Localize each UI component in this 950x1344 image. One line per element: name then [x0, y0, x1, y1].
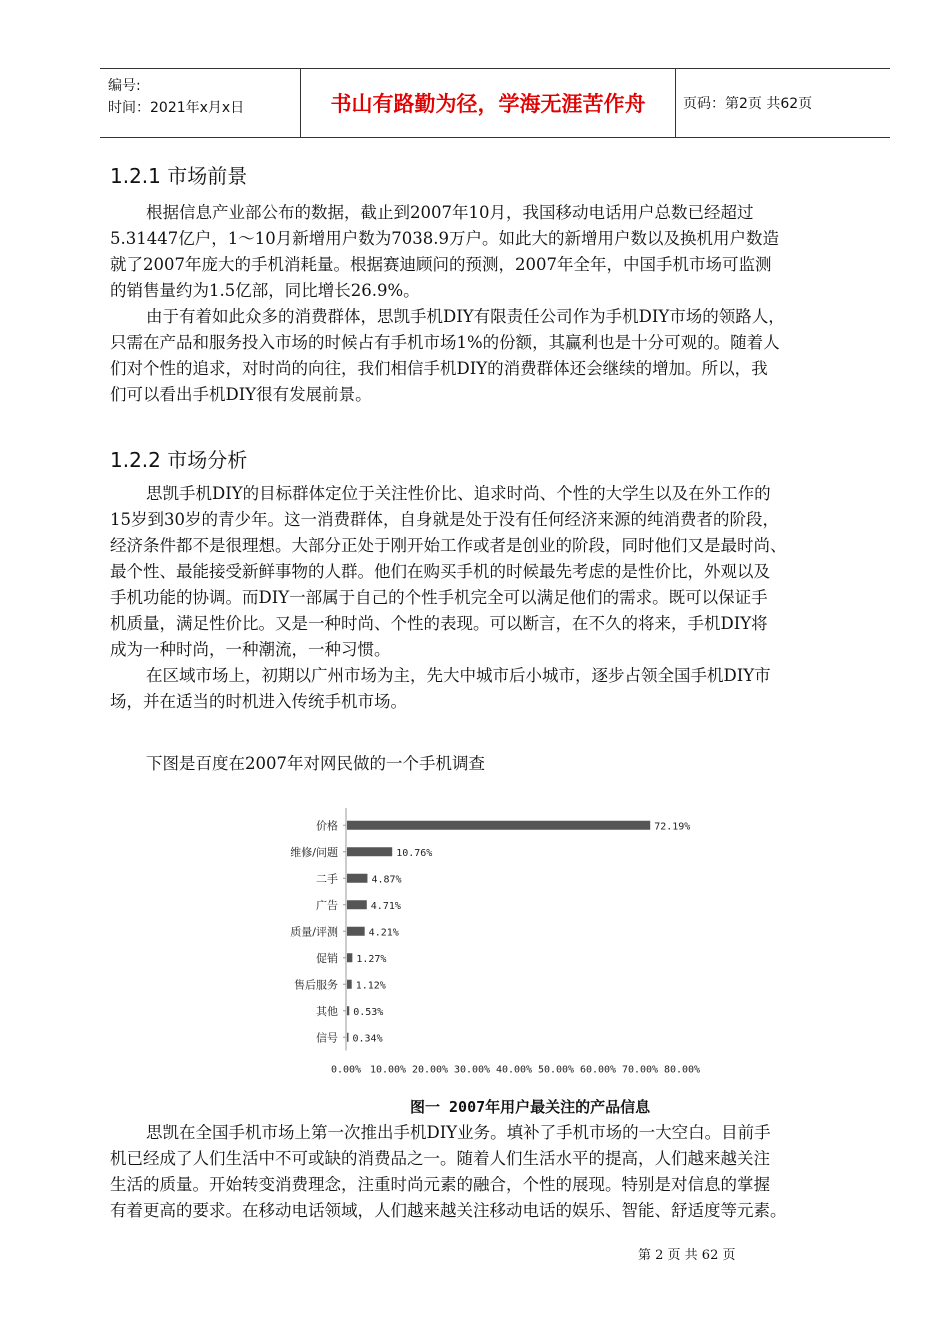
text-line: 成为一种时尚，一种潮流，一种习惯。 — [110, 640, 391, 659]
text-line: 们对个性的追求，对时尚的向往，我们相信手机DIY的消费群体还会继续的增加。所以，我 — [110, 359, 768, 378]
text-line: 在区域市场上，初期以广州市场为主，先大中城市后小城市，逐步占领全国手机DIY市 — [146, 666, 771, 685]
text-line: 们可以看出手机DIY很有发展前景。 — [110, 385, 372, 404]
bar — [347, 1006, 349, 1015]
text-line: 15岁到30岁的青少年。这一消费群体，自身就是处于没有任何经济来源的纯消费者的阶段， — [110, 510, 779, 529]
x-tick-label: 50.00% — [537, 1064, 575, 1075]
chart-svg — [270, 800, 720, 1075]
text-line: 由于有着如此众多的消费群体，思凯手机DIY有限责任公司作为手机DIY市场的领路人， — [146, 307, 785, 326]
category-label: 价格 — [316, 819, 338, 833]
text-line: 根据信息产业部公布的数据，截止到2007年10月，我国移动电话用户总数已经超过 — [146, 203, 754, 222]
market-analysis-body — [110, 481, 890, 715]
category-label: 促销 — [316, 951, 338, 965]
x-tick-label: 0.00% — [330, 1064, 362, 1075]
text-line: 机质量，满足性价比。又是一种时尚、个性的表现。可以断言，在不久的将来，手机DIY将 — [110, 614, 768, 633]
data-label: 1.27% — [356, 953, 387, 965]
x-tick-label: 70.00% — [621, 1064, 659, 1075]
header-meta — [100, 69, 301, 137]
category-label: 广告 — [316, 898, 338, 912]
bar — [347, 953, 352, 962]
bar — [347, 980, 352, 989]
category-label: 质量/评测 — [290, 925, 338, 939]
chart-caption: 图一 2007年用户最关注的产品信息 — [410, 1098, 651, 1116]
survey-bar-chart — [270, 800, 720, 1075]
header-page-label: 页码：第2页 共62页 — [683, 96, 813, 112]
text-line: 最个性、最能接受新鲜事物的人群。他们在购买手机的时候最先考虑的是性价比，外观以及 — [110, 562, 770, 581]
category-label: 维修/问题 — [290, 845, 338, 859]
text-line: 有着更高的要求。在移动电话领域，人们越来越关注移动电话的娱乐、智能、舒适度等元素。 — [110, 1201, 787, 1220]
category-label: 信号 — [316, 1031, 338, 1045]
text-line: 场，并在适当的时机进入传统手机市场。 — [110, 692, 407, 711]
x-tick-label: 60.00% — [579, 1064, 617, 1075]
category-label: 售后服务 — [294, 978, 338, 992]
chart-intro-text: 下图是百度在2007年对网民做的一个手机调查 — [146, 754, 485, 773]
x-tick-label: 30.00% — [453, 1064, 491, 1075]
market-outlook-body — [110, 200, 890, 408]
text-line: 就了2007年庞大的手机消耗量。根据赛迪顾问的预测，2007年全年，中国手机市场可监测 — [110, 255, 772, 274]
text-line: 思凯在全国手机市场上第一次推出手机DIY业务。填补了手机市场的一大空白。目前手 — [146, 1123, 771, 1142]
bar — [347, 1033, 349, 1042]
bar — [347, 927, 365, 936]
doc-number-label: 编号: — [108, 78, 141, 94]
data-label: 0.34% — [352, 1033, 383, 1045]
category-label: 二手 — [316, 872, 338, 886]
x-tick-label: 10.00% — [369, 1064, 407, 1075]
section-heading-market-analysis: 1.2.2 市场分析 — [110, 448, 248, 472]
page-header — [100, 68, 890, 138]
text-line: 5.31447亿户，1～10月新增用户数为7038.9万户。如此大的新增用户数以及换机用户数造 — [110, 229, 779, 248]
closing-paragraph — [110, 1120, 890, 1224]
section-heading-market-outlook: 1.2.1 市场前景 — [110, 164, 248, 188]
text-line: 思凯手机DIY的目标群体定位于关注性价比、追求时尚、个性的大学生以及在外工作的 — [146, 484, 771, 503]
data-label: 4.71% — [370, 900, 401, 912]
bar — [347, 821, 650, 830]
text-line: 只需在产品和服务投入市场的时候占有手机市场1%的份额，其赢利也是十分可观的。随着人 — [110, 333, 780, 352]
x-tick-label: 40.00% — [495, 1064, 533, 1075]
data-label: 4.21% — [368, 927, 399, 939]
page-footer: 第 2 页 共 62 页 — [638, 1248, 736, 1263]
doc-time-label: 时间：2021年x月x日 — [108, 100, 245, 116]
text-line: 生活的质量。开始转变消费理念，注重时尚元素的融合，个性的展现。特别是对信息的掌握 — [110, 1175, 770, 1194]
text-line: 机已经成了人们生活中不可或缺的消费品之一。随着人们生活水平的提高，人们越来越关注 — [110, 1149, 770, 1168]
data-label: 10.76% — [396, 847, 433, 859]
data-label: 1.12% — [355, 980, 386, 992]
bar — [347, 874, 367, 883]
category-label: 其他 — [316, 1004, 338, 1018]
text-line: 手机功能的协调。而DIY一部属于自己的个性手机完全可以满足他们的需求。既可以保证手 — [110, 588, 768, 607]
text-line: 的销售量约为1.5亿部，同比增长26.9%。 — [110, 281, 420, 300]
header-motto: 书山有路勤为径，学海无涯苦作舟 — [301, 69, 676, 137]
x-tick-label: 20.00% — [411, 1064, 449, 1075]
bar — [347, 900, 367, 909]
x-tick-label: 80.00% — [663, 1064, 701, 1075]
data-label: 72.19% — [654, 821, 691, 833]
text-line: 经济条件都不是很理想。大部分正处于刚开始工作或者是创业的阶段，同时他们又是最时尚、 — [110, 536, 787, 555]
bar — [347, 847, 392, 856]
data-label: 4.87% — [371, 874, 402, 886]
data-label: 0.53% — [353, 1006, 384, 1018]
